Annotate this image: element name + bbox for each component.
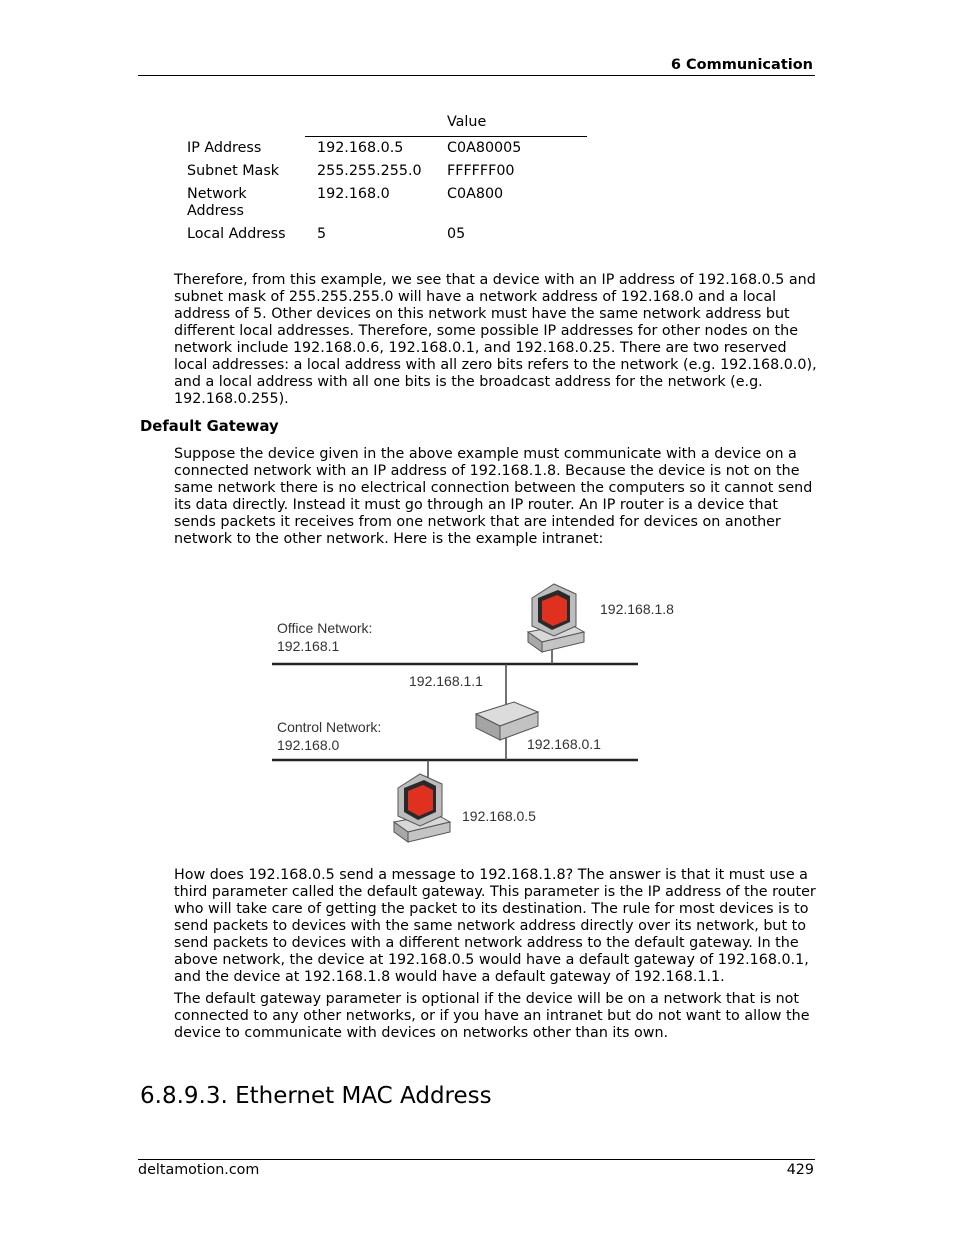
row-label: Subnet Mask [187, 163, 280, 179]
row-label: IP Address [187, 139, 262, 156]
control-network-label: Control Network: [277, 719, 382, 735]
table-header-value: Value [447, 112, 587, 137]
computer-icon [528, 584, 584, 652]
router-office-ip-label: 192.168.1.1 [409, 673, 483, 689]
row-label: Local Address [187, 226, 286, 242]
pc-top-ip-label: 192.168.1.8 [600, 601, 674, 617]
row-hex: C0A80005 [447, 140, 522, 156]
router-icon [476, 702, 538, 740]
row-hex: FFFFFF00 [447, 163, 515, 179]
chapter-title: 6 Communication [670, 57, 813, 73]
table-row [182, 160, 587, 183]
control-network-address: 192.168.0 [277, 737, 340, 753]
office-network-address: 192.168.1 [277, 638, 340, 654]
footer-site: deltamotion.com [138, 1162, 260, 1178]
table-header-row [182, 112, 587, 137]
row-dotted: 192.168.0 [317, 186, 390, 202]
computer-icon [394, 774, 450, 842]
row-hex: 05 [447, 226, 466, 242]
router-control-ip-label: 192.168.0.1 [527, 736, 601, 752]
row-hex: C0A800 [447, 186, 504, 202]
paragraph-gateway-optional: The default gateway parameter is optional if the device will be on a network that is not connected to any other networks, or if you have an intranet but do not want to allow the device to communicate with devices on networks other than its own. [174, 991, 810, 1041]
paragraph-gateway-intro: Suppose the device given in the above example must communicate with a device on a connected network with an IP address of 192.168.1.8. Because the device is not on the same network there is no electrical connection between the computers so it cannot send its data directly. Instead it must go through an IP router. An IP router is a device that sends packets it receives from one network that are intended for devices on another network to the other network. Here is the example intranet: [174, 446, 813, 547]
intranet-diagram [268, 578, 688, 848]
table-row [182, 223, 587, 246]
paragraph-gateway-explanation: How does 192.168.0.5 send a message to 192.168.1.8? The answer is that it must use a third parameter called the default gateway. This parameter is the IP address of the router who will take care of getting the packet to its destination. The rule for most devices is to send packets to devices with the same network address directly over its network, but to send packets to devices with a different network address to the default gateway. In the above network, the device at 192.168.0.5 would have a default gateway of 192.168.0.1, and the device at 192.168.1.8 would have a default gateway of 192.168.1.1. [174, 867, 816, 985]
table-header-empty-2 [305, 112, 447, 137]
row-dotted: 255.255.255.0 [317, 163, 422, 179]
page-number: 429 [786, 1162, 814, 1178]
table-row [182, 183, 587, 223]
table-row [182, 137, 587, 161]
footer-divider [138, 1159, 815, 1160]
row-dotted: 5 [317, 226, 327, 242]
table-header-empty [182, 112, 305, 137]
default-gateway-heading: Default Gateway [140, 418, 279, 435]
row-dotted: 192.168.0.5 [317, 140, 404, 156]
paragraph-network-example: Therefore, from this example, we see that a device with an IP address of 192.168.0.5 and subnet mask of 255.255.255.0 will have a network address of 192.168.0 and a local address of 5. Other devices on this network must have the same network address but different local addresses. Therefore, some possible IP addresses for other nodes on the network include 192.168.0.6, 192.168.0.1, and 192.168.0.25. There are two reserved local addresses: a local address with all zero bits refers to the network (e.g. 192.168.0.0), and a local address with all one bits is the broadcast address for the network (e.g. 192.168.0.255). [174, 272, 817, 407]
ip-address-table [182, 112, 587, 246]
section-title: 6.8.9.3. Ethernet MAC Address [140, 1083, 492, 1109]
row-label: Network Address [187, 186, 247, 219]
page-header [138, 57, 815, 76]
pc-bottom-ip-label: 192.168.0.5 [462, 808, 536, 824]
office-network-label: Office Network: [277, 620, 373, 636]
